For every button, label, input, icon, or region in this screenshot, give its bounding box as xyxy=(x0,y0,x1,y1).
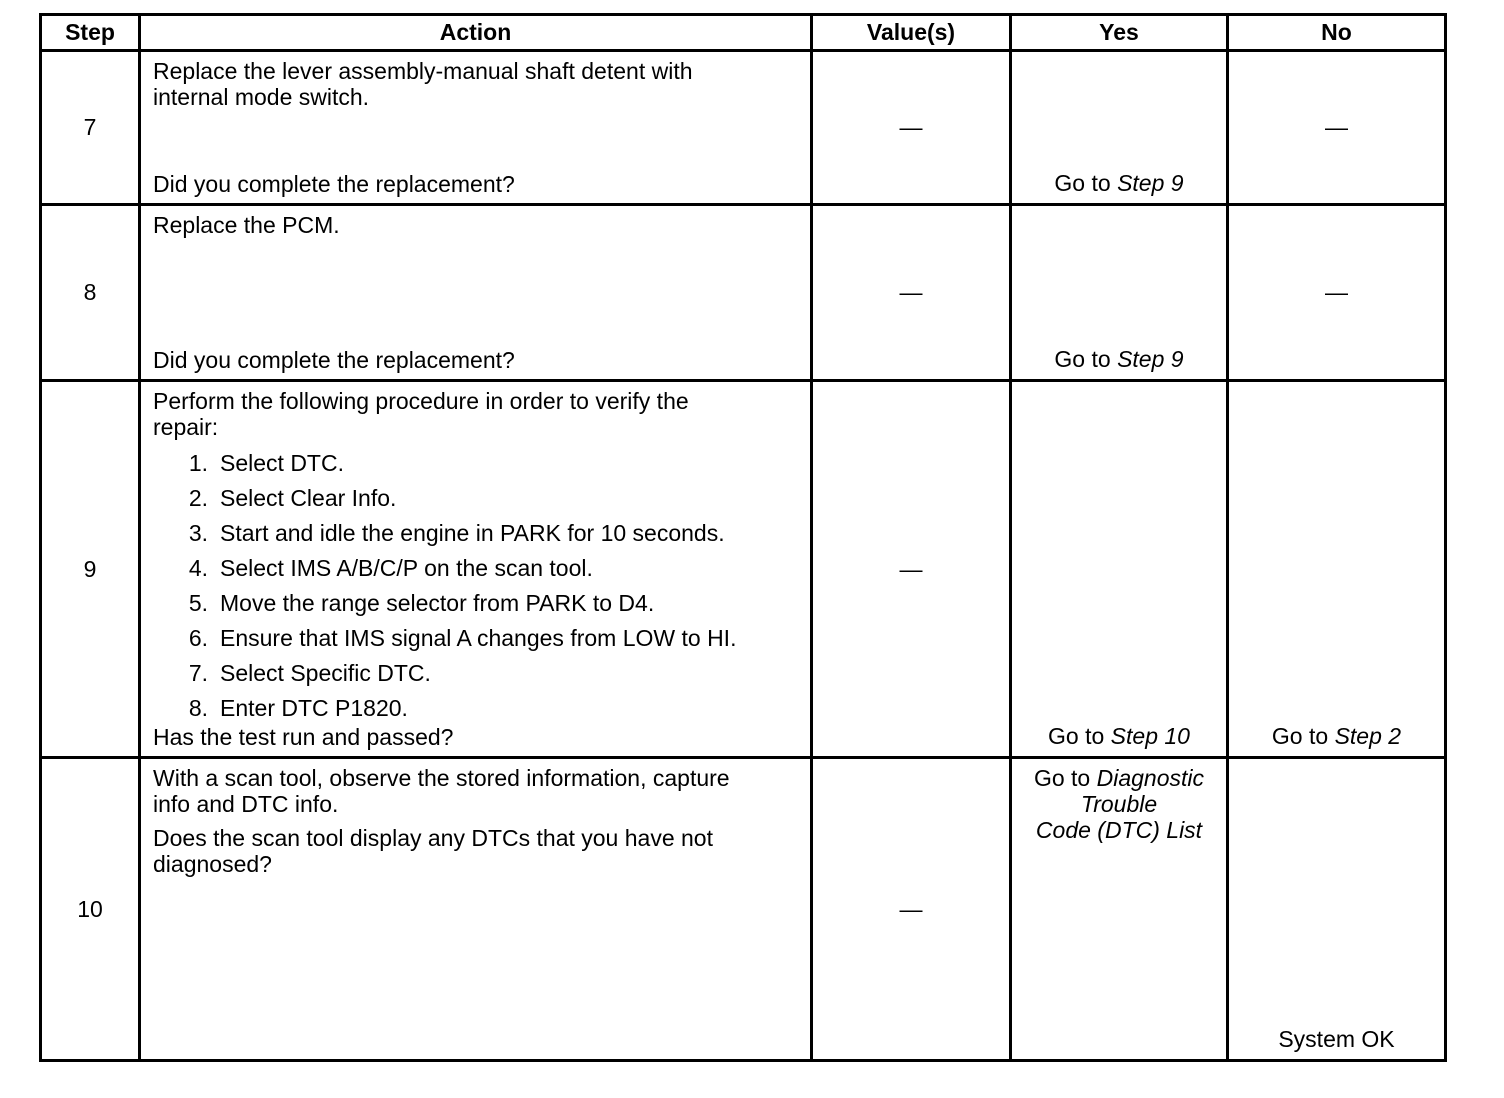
yes-prefix: Go to xyxy=(1048,723,1105,749)
table-row xyxy=(41,205,1446,381)
action-cell xyxy=(140,381,812,758)
yes-target: Step 9 xyxy=(1117,170,1184,196)
yes-target: Code (DTC) List xyxy=(1035,817,1203,843)
action-cell xyxy=(140,205,812,381)
value-cell: — xyxy=(812,758,1011,1061)
yes-link[interactable] xyxy=(1012,346,1226,373)
list-text: Select Specific DTC. xyxy=(220,660,431,686)
list-text: Ensure that IMS signal A changes from LOW to HI. xyxy=(220,625,737,651)
list-text: Move the range selector from PARK to D4. xyxy=(220,590,655,616)
step-number: 10 xyxy=(41,758,140,1061)
action-line: Replace the PCM. xyxy=(153,212,340,238)
action-line: internal mode switch. xyxy=(153,84,370,110)
value-cell: — xyxy=(812,51,1011,205)
no-cell: — xyxy=(1228,51,1446,205)
header-step: Step xyxy=(41,15,140,51)
list-item xyxy=(153,621,800,656)
no-cell xyxy=(1228,381,1446,758)
action-question: Did you complete the replacement? xyxy=(153,347,515,373)
yes-link[interactable] xyxy=(1012,723,1226,750)
list-number: 7. xyxy=(188,660,208,686)
list-text: Start and idle the engine in PARK for 10 seconds. xyxy=(220,520,725,546)
action-line: repair: xyxy=(153,414,219,440)
list-text: Select Clear Info. xyxy=(220,485,397,511)
yes-cell xyxy=(1011,381,1228,758)
value-cell: — xyxy=(812,381,1011,758)
list-text: Enter DTC P1820. xyxy=(220,695,408,721)
yes-prefix: Go to xyxy=(1033,765,1091,791)
list-item xyxy=(153,691,800,726)
list-item xyxy=(153,481,800,516)
yes-prefix: Go to xyxy=(1054,346,1111,372)
table-row xyxy=(41,758,1446,1061)
yes-target: Step 9 xyxy=(1117,346,1184,372)
no-cell xyxy=(1228,758,1446,1061)
yes-link[interactable] xyxy=(1012,170,1226,197)
yes-cell xyxy=(1011,51,1228,205)
yes-target: Diagnostic xyxy=(1096,765,1205,791)
procedure-list xyxy=(153,446,800,726)
list-item xyxy=(153,586,800,621)
action-cell xyxy=(140,758,812,1061)
no-link[interactable] xyxy=(1229,723,1444,750)
action-line: info and DTC info. xyxy=(153,791,339,817)
list-item xyxy=(153,551,800,586)
action-line: Perform the following procedure in order to verify the xyxy=(153,388,689,414)
list-item xyxy=(153,446,800,481)
list-text: Select DTC. xyxy=(220,450,344,476)
header-row xyxy=(41,15,1446,51)
action-question-line: diagnosed? xyxy=(153,851,272,877)
header-values: Value(s) xyxy=(812,15,1011,51)
action-cell xyxy=(140,51,812,205)
header-action: Action xyxy=(140,15,812,51)
yes-cell xyxy=(1011,205,1228,381)
list-number: 2. xyxy=(188,485,208,511)
action-question-line: Does the scan tool display any DTCs that you have not xyxy=(153,825,713,851)
step-number: 9 xyxy=(41,381,140,758)
header-no: No xyxy=(1228,15,1446,51)
diagnostic-table xyxy=(39,13,1447,1062)
action-question: Has the test run and passed? xyxy=(153,724,454,750)
no-result: System OK xyxy=(1278,1026,1395,1052)
table-row xyxy=(41,381,1446,758)
step-number: 7 xyxy=(41,51,140,205)
list-number: 3. xyxy=(188,520,208,546)
yes-target: Trouble xyxy=(1080,791,1158,817)
yes-link[interactable] xyxy=(1012,759,1226,843)
yes-target: Step 10 xyxy=(1110,723,1190,749)
no-prefix: Go to xyxy=(1271,723,1329,749)
action-question: Did you complete the replacement? xyxy=(153,171,515,197)
step-number: 8 xyxy=(41,205,140,381)
list-number: 8. xyxy=(188,695,208,721)
table-row xyxy=(41,51,1446,205)
header-yes: Yes xyxy=(1011,15,1228,51)
yes-prefix: Go to xyxy=(1054,170,1111,196)
list-number: 6. xyxy=(188,625,208,651)
list-number: 5. xyxy=(188,590,208,616)
no-cell: — xyxy=(1228,205,1446,381)
action-line: With a scan tool, observe the stored information, capture xyxy=(153,765,730,791)
list-text: Select IMS A/B/C/P on the scan tool. xyxy=(220,555,593,581)
list-item xyxy=(153,656,800,691)
value-cell: — xyxy=(812,205,1011,381)
action-line: Replace the lever assembly-manual shaft detent with xyxy=(153,58,693,84)
no-target: Step 2 xyxy=(1334,723,1402,749)
list-item xyxy=(153,516,800,551)
list-number: 1. xyxy=(188,450,208,476)
yes-cell xyxy=(1011,758,1228,1061)
list-number: 4. xyxy=(188,555,208,581)
